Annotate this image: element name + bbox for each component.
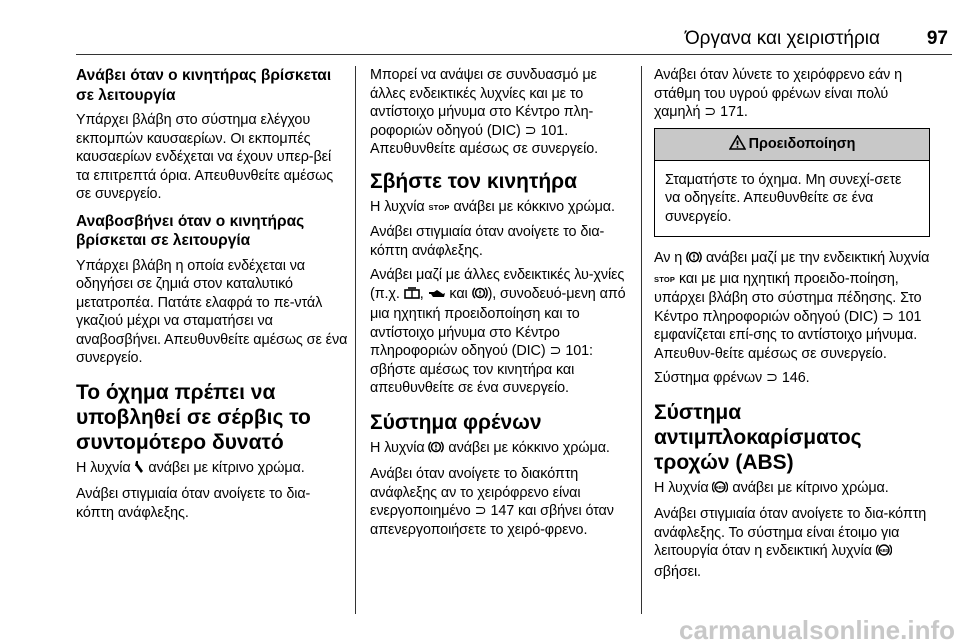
page-reference-text[interactable]: 101. Απευθυνθείτε αμέσως σε συνεργείο. <box>370 122 599 157</box>
header-divider <box>76 54 952 55</box>
text-fragment: Η λυχνία <box>654 479 709 496</box>
column-3 <box>654 66 930 587</box>
text-fragment: Ανάβει μαζί με άλλες ενδεικτικές λυ‐χνίες (π.χ. <box>370 267 625 302</box>
page-reference-text[interactable]: 101: σβήστε αμέσως τον κινητήρα και απευθυνθείτε σε ένα συνεργείο. <box>370 343 593 396</box>
warning-triangle-icon <box>729 135 746 154</box>
engine-temperature-icon <box>404 287 420 306</box>
paragraph-abs-ready <box>654 505 930 581</box>
text-fragment: Μπορεί να ανάψει σε συνδυασμό με άλλες ενδεικτικές λυχνίες και με το αντίστοιχο μήνυμα στο Κέντρο πλη‐ροφοριών οδηγού (DIC) <box>370 67 597 139</box>
text-fragment: Ανάβει όταν ανοίγετε το διακόπτη ανάφλεξης αν το χειρόφρενο είναι ενεργοποιημένο <box>370 466 581 519</box>
paragraph-ignition-momentary: Ανάβει στιγμιαία όταν ανοίγετε το δια‐κόπτη ανάφλεξης. <box>76 486 311 521</box>
page-header-title: Όργανα και χειριστήρια <box>684 28 880 49</box>
page-reference-icon: ⁠⊃ <box>524 122 537 139</box>
page-reference-icon: ⁠⊃ <box>766 370 778 386</box>
brake-warning-icon <box>472 286 488 306</box>
column-divider-1 <box>355 66 356 614</box>
text-fragment: Η λυχνία <box>76 459 131 476</box>
text-fragment: Η λυχνία <box>370 439 425 456</box>
text-fragment: ανάβει με κόκκινο χρώμα. <box>448 439 610 456</box>
text-fragment: Σύστημα φρένων <box>654 370 763 386</box>
heading-flashing-engine-running: Αναβοσβήνει όταν ο κινητήρας βρίσκεται σε λειτουργία <box>76 212 305 249</box>
paragraph-stop-combined <box>370 266 632 398</box>
text-fragment: ανάβει μαζί με την ενδεικτική λυχνία <box>705 250 930 266</box>
text-fragment: ανάβει με κόκκινο χρώμα. <box>453 198 615 215</box>
page-reference-icon: ⁠⊃ <box>474 503 487 519</box>
svg-text:ABS: ABS <box>879 548 889 553</box>
oil-pressure-icon <box>428 287 446 306</box>
text-fragment: Αν η <box>654 250 683 266</box>
paragraph-service-light <box>76 459 348 480</box>
paragraph-parking-brake <box>370 465 632 539</box>
stop-icon: STOP <box>654 274 676 284</box>
text-fragment: Ανάβει όταν λύνετε το χειρόφρενο εάν η στάθμη του υγρού φρένων είναι πολύ χαμηλή <box>654 67 903 120</box>
paragraph-brake-fault <box>654 249 930 363</box>
brake-warning-icon <box>686 250 702 270</box>
text-fragment: Η λυχνία <box>370 198 425 215</box>
text-fragment: και με μια ηχητική προειδο‐ποίηση, υπάρχει βλάβη στο σύστημα πέδησης. Στο Κέντρο πληροφοριών οδηγού (DIC) <box>654 270 922 325</box>
text-fragment: , <box>419 285 424 302</box>
brake-warning-icon <box>428 440 444 460</box>
page-reference-icon: ⁠⊃ <box>549 343 562 359</box>
text-fragment: Ανάβει στιγμιαία όταν ανοίγετε το δια‐κόπτη ανάφλεξης. Το σύστημα είναι έτοιμο για λειτουργία όταν η ενδεικτική λυχνία <box>654 506 927 559</box>
column-divider-2 <box>641 66 642 614</box>
paragraph-brake-fluid-low <box>654 66 930 122</box>
heading-abs: Σύστημα αντιμπλοκαρίσματος τροχών (ABS) <box>654 400 862 474</box>
text-fragment: και <box>449 285 468 302</box>
abs-icon <box>876 543 892 563</box>
text-fragment: ανάβει με κίτρινο χρώμα. <box>732 479 889 496</box>
paragraph-ignition-momentary: Ανάβει στιγμιαία όταν ανοίγετε το δια‐κόπτη ανάφλεξης. <box>370 224 605 259</box>
watermark: carmanualsonline.info <box>679 615 955 642</box>
svg-text:ABS: ABS <box>715 484 726 490</box>
page-reference-text[interactable]: 147 και σβήνει όταν απενεργοποιήσετε το χειρό‐φρενο. <box>370 503 614 538</box>
text-fragment: σβήσει. <box>654 563 701 580</box>
warning-header <box>655 129 929 161</box>
stop-icon: STOP <box>428 202 450 212</box>
page-reference-text[interactable]: 171. <box>720 104 748 120</box>
warning-text: Σταματήστε το όχημα. Μη συνεχί‐σετε να οδηγείτε. Απευθυνθείτε σε ένα συνεργείο. <box>665 171 902 225</box>
page-reference-text[interactable]: 101 εμφανίζεται επί‐σης το αντίστοιχο μήνυμα. Απευθυν‐θείτε αμέσως σε συνεργείο. <box>654 308 922 362</box>
page-reference-icon: ⁠⊃ <box>881 308 894 325</box>
abs-icon <box>712 480 728 500</box>
paragraph-stop-light <box>370 198 632 218</box>
text-fragment: ανάβει με κίτρινο χρώμα. <box>148 459 305 476</box>
paragraph-brake-light <box>370 439 632 460</box>
heading-service-vehicle-soon: Το όχημα πρέπει να υποβληθεί σε σέρβις το συντομότερο δυνατό <box>76 380 311 454</box>
text-fragment: ), συνοδευό‐μενη από μια ηχητική προειδοποίηση και το αντίστοιχο μήνυμα στο Κέντρο πληροφοριών οδηγού (DIC) <box>370 285 626 359</box>
paragraph-emission-fault: Υπάρχει βλάβη στο σύστημα ελέγχου εκπομπών καυσαερίων. Οι εκπομπές καυσαερίων ενδέχεται να έχουν υπερ‐βεί τα επιτρεπτά όρια. Απευθυνθείτε αμέσως σε συνεργείο. <box>76 112 334 202</box>
heading-lit-engine-running: Ανάβει όταν ο κινητήρας βρίσκεται σε λειτουργία <box>76 67 332 104</box>
page-reference-text[interactable]: 146. <box>781 370 810 386</box>
warning-title: Προειδοποίηση <box>748 136 856 152</box>
column-2 <box>370 66 632 545</box>
warning-body <box>655 161 929 237</box>
page-reference-icon: ⁠⊃ <box>704 104 717 120</box>
wrench-icon <box>134 460 144 480</box>
paragraph-brake-system-ref <box>654 369 930 388</box>
paragraph-combined-lights <box>370 66 632 159</box>
paragraph-abs-light <box>654 479 930 500</box>
warning-box <box>654 128 930 238</box>
column-1 <box>76 66 348 528</box>
paragraph-catalytic-damage: Υπάρχει βλάβη η οποία ενδέχεται να οδηγήσει σε ζημιά στον καταλυτικό μετατροπέα. Πατάτε ελαφρά το πε‐ντάλ γκαζιού μέχρι να σταματήσει να αναβοσβήνει. Απευθυνθείτε αμέσως σε ένα συνεργείο. <box>76 257 348 366</box>
page-number: 97 <box>926 28 948 49</box>
heading-brake-system: Σύστημα φρένων <box>370 410 542 434</box>
heading-stop-engine: Σβήστε τον κινητήρα <box>370 169 578 193</box>
